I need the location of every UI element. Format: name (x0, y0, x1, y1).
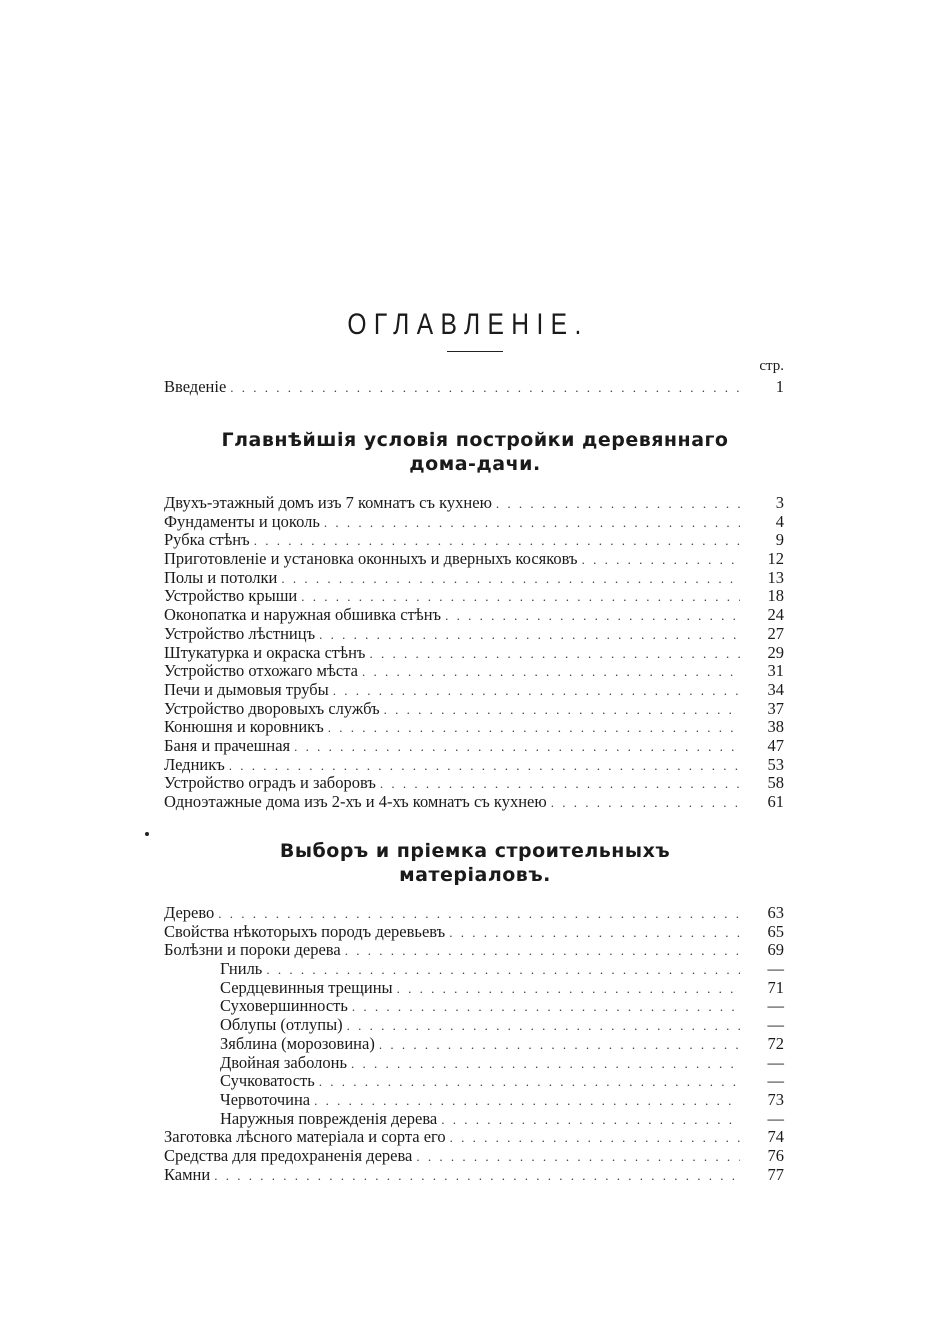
toc-entry-label: Оконопатка и наружная обшивка стѣнъ (164, 605, 442, 625)
toc-page-number: 73 (767, 1089, 784, 1109)
toc-page-number: 74 (767, 1127, 784, 1147)
toc-row-sub (164, 1016, 784, 1035)
dot-leader (324, 514, 740, 533)
toc-entry-label: Одноэтажные дома изъ 2-хъ и 4-хъ комнатъ съ кухнею (164, 792, 547, 811)
toc-row (164, 587, 784, 606)
toc-row (164, 700, 784, 719)
section-heading-1 (160, 428, 790, 476)
dot-leader (281, 570, 740, 589)
section-2-entries (164, 904, 784, 1184)
toc-entry-label: Полы и потолки (164, 567, 278, 587)
toc-entry-label: Гниль (220, 959, 263, 979)
toc-row (164, 923, 784, 942)
toc-entry-label: Сердцевинныя трещины (220, 977, 393, 997)
toc-row (164, 531, 784, 550)
toc-entry-label: Свойства нѣкоторыхъ породъ деревьевъ (164, 921, 446, 941)
toc-entry-label: Устройство дворовыхъ службъ (164, 698, 380, 718)
toc-entry-label: Введеніе (164, 377, 227, 396)
dot-leader (449, 924, 740, 943)
toc-page-number: 9 (775, 530, 784, 550)
page-column-label: стр. (759, 358, 784, 374)
dot-leader (347, 1017, 740, 1036)
dot-leader (294, 738, 740, 757)
dot-leader (416, 1148, 740, 1167)
toc-page-number: 53 (767, 754, 784, 774)
toc-entry-label: Средства для предохраненія дерева (164, 1145, 413, 1165)
toc-row (164, 774, 784, 793)
toc-page-number: 3 (775, 493, 784, 512)
toc-row (164, 513, 784, 532)
toc-row-sub (164, 1035, 784, 1054)
section-heading-line: дома-дачи. (409, 453, 541, 475)
toc-entry-label: Рубка стѣнъ (164, 530, 250, 550)
toc-page-number: 65 (767, 921, 784, 941)
toc-page-number: 76 (767, 1145, 784, 1165)
toc-entry-label: Наружныя поврежденія дерева (220, 1108, 438, 1128)
dot-leader (266, 961, 740, 980)
dot-leader (551, 794, 740, 813)
section-heading-line: Главнѣйшія условія постройки деревяннаго (221, 429, 729, 451)
section-heading-line: Выборъ и пріемка строительныхъ (279, 840, 671, 862)
toc-entry-label: Устройство оградъ и заборовъ (164, 773, 376, 793)
toc-row (164, 550, 784, 569)
print-speck (145, 832, 149, 836)
toc-row (164, 1166, 784, 1185)
intro-entry (164, 377, 784, 397)
toc-page-number: 4 (775, 511, 784, 531)
toc-page-number: — (767, 996, 784, 1016)
section-heading-line: матеріаловъ. (399, 864, 551, 886)
toc-page-number: — (767, 959, 784, 979)
toc-row (164, 718, 784, 737)
dot-leader (345, 942, 740, 961)
toc-entry-label: Камни (164, 1164, 211, 1184)
toc-row (164, 904, 784, 923)
toc-entry-label: Зяблина (морозовина) (220, 1033, 375, 1053)
toc-page-number: 77 (767, 1164, 784, 1184)
toc-entry-label: Баня и прачешная (164, 735, 291, 755)
dot-leader (328, 719, 740, 738)
toc-entry-label: Облупы (отлупы) (220, 1015, 343, 1035)
toc-page-number: 58 (767, 773, 784, 793)
toc-row (164, 1128, 784, 1147)
dot-leader (450, 1129, 740, 1148)
toc-row (164, 681, 784, 700)
toc-page-number: 29 (767, 642, 784, 662)
toc-page-number: 34 (767, 679, 784, 699)
toc-row (164, 941, 784, 960)
toc-page-number: — (767, 1015, 784, 1035)
toc-row-sub (164, 979, 784, 998)
dot-leader (496, 495, 740, 514)
dot-leader (384, 701, 740, 720)
dot-leader (369, 645, 740, 664)
toc-page-number: 27 (767, 623, 784, 643)
toc-row (164, 1147, 784, 1166)
section-heading-2 (160, 839, 790, 887)
dot-leader (362, 663, 740, 682)
toc-entry-label: Устройство крыши (164, 586, 298, 606)
dot-leader (441, 1111, 740, 1130)
toc-entry-label: Фундаменты и цоколь (164, 511, 320, 531)
toc-entry-label: Червоточина (220, 1089, 311, 1109)
toc-row (164, 644, 784, 663)
dot-leader (319, 1073, 740, 1092)
dot-leader (314, 1092, 740, 1111)
toc-page-number: 47 (767, 735, 784, 755)
toc-row-sub (164, 1072, 784, 1091)
toc-entry-label: Заготовка лѣсного матеріала и сорта его (164, 1127, 446, 1147)
toc-entry-label: Устройство лѣстницъ (164, 623, 316, 643)
dot-leader (319, 626, 740, 645)
toc-row (164, 793, 784, 812)
toc-page-number: 63 (767, 903, 784, 922)
dot-leader (379, 1036, 740, 1055)
toc-entry-label: Конюшня и коровникъ (164, 717, 324, 737)
toc-row (164, 606, 784, 625)
toc-entry-label: Болѣзни и пороки дерева (164, 940, 341, 960)
toc-page-number: — (767, 1052, 784, 1072)
dot-leader (352, 998, 740, 1017)
toc-page-number: — (767, 1071, 784, 1091)
toc-row (164, 662, 784, 681)
toc-page-number: 13 (767, 567, 784, 587)
title-divider (447, 351, 503, 352)
toc-page-number: 69 (767, 940, 784, 960)
dot-leader (230, 378, 740, 398)
toc-row (164, 625, 784, 644)
toc-page-number: — (767, 1108, 784, 1128)
toc-row (164, 377, 784, 397)
toc-entry-label: Двойная заболонь (220, 1052, 347, 1072)
toc-row-sub (164, 997, 784, 1016)
toc-entry-label: Штукатурка и окраска стѣнъ (164, 642, 366, 662)
toc-row-sub (164, 1091, 784, 1110)
toc-entry-label: Ледникъ (164, 754, 225, 774)
page-title: ОГЛАВЛЕНІЕ. (347, 308, 589, 342)
toc-row (164, 494, 784, 513)
toc-page-number: 31 (767, 661, 784, 681)
toc-row (164, 756, 784, 775)
dot-leader (351, 1055, 740, 1074)
dot-leader (218, 905, 740, 924)
toc-row-sub (164, 1110, 784, 1129)
dot-leader (333, 682, 740, 701)
toc-page-number: 1 (775, 377, 784, 396)
toc-entry-label: Суховершинность (220, 996, 348, 1016)
dot-leader (445, 607, 740, 626)
toc-entry-label: Печи и дымовыя трубы (164, 679, 329, 699)
toc-page-number: 12 (767, 549, 784, 569)
dot-leader (397, 980, 740, 999)
toc-row-sub (164, 1054, 784, 1073)
toc-entry-label: Устройство отхожаго мѣста (164, 661, 358, 681)
dot-leader (214, 1167, 740, 1186)
toc-page-number: 38 (767, 717, 784, 737)
toc-row (164, 737, 784, 756)
toc-page-number: 72 (767, 1033, 784, 1053)
dot-leader (582, 551, 740, 570)
toc-page-number: 71 (767, 977, 784, 997)
toc-page-number: 18 (767, 586, 784, 606)
toc-entry-label: Сучковатость (220, 1071, 315, 1091)
toc-page-number: 61 (767, 792, 784, 811)
toc-entry-label: Двухъ-этажный домъ изъ 7 комнатъ съ кухнею (164, 493, 492, 512)
toc-entry-label: Приготовленіе и установка оконныхъ и дверныхъ косяковъ (164, 549, 578, 569)
toc-entry-label: Дерево (164, 903, 215, 922)
toc-page-number: 24 (767, 605, 784, 625)
toc-row-sub (164, 960, 784, 979)
section-1-entries (164, 494, 784, 812)
toc-row (164, 569, 784, 588)
toc-page-number: 37 (767, 698, 784, 718)
